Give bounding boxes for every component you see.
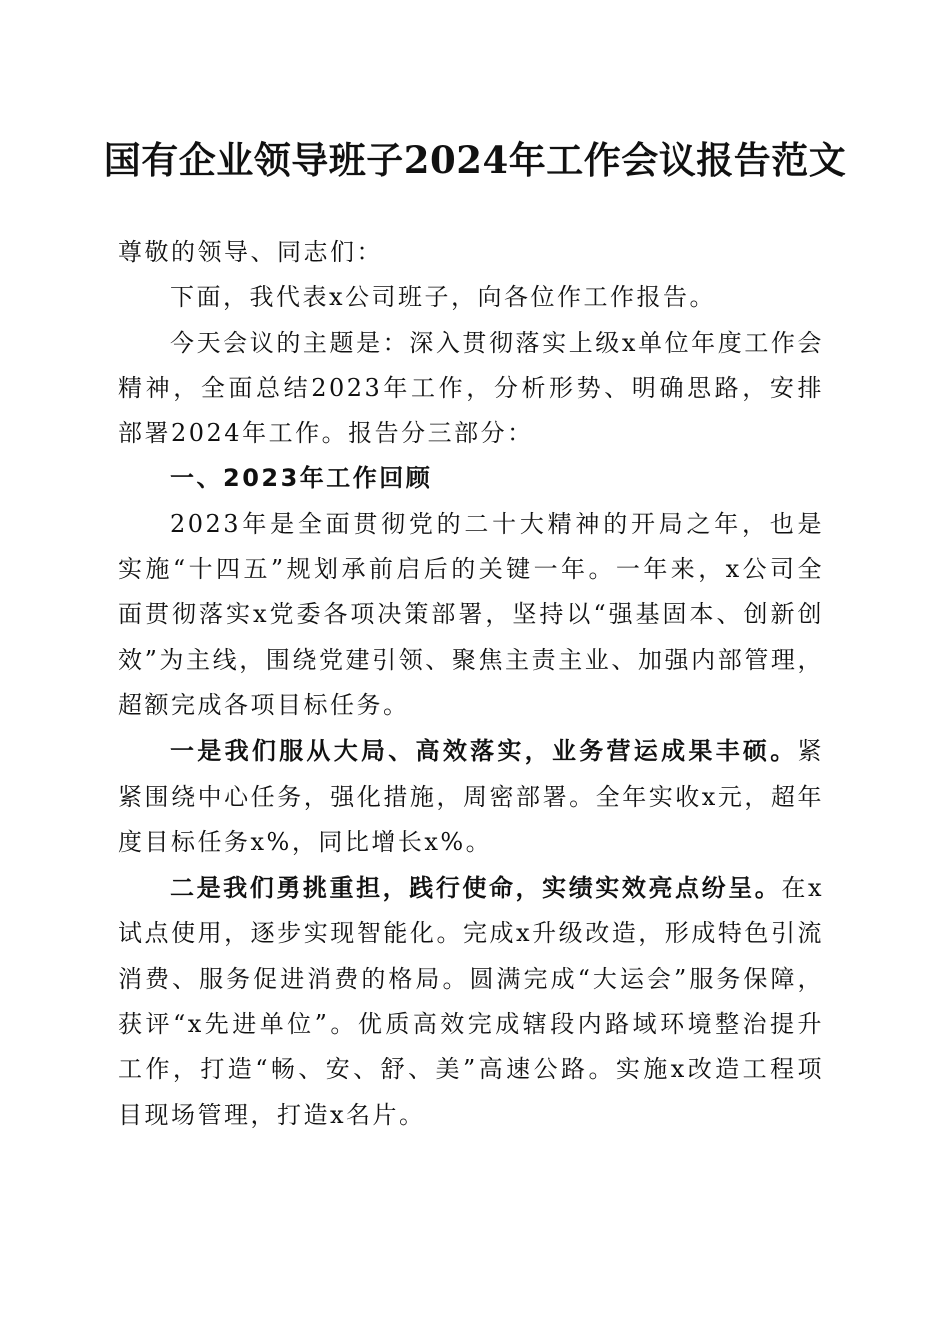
intro-paragraph: 下面，我代表x公司班子，向各位作工作报告。: [170, 283, 717, 312]
point-two-body: 在x试点使用，逐步实现智能化。完成x升级改造，形成特色引流消费、服务促进消费的格局。圆满完成“大运会”服务保障，获评“x先进单位”。优质高效完成辖段内路域环境整治提升工作，打造“畅、安、舒、美”高速公路。实施x改造工程项目现场管理，打造x名片。: [118, 874, 824, 1129]
section-heading: 一、2023年工作回顾: [170, 464, 433, 493]
salutation: 尊敬的领导、同志们：: [118, 238, 383, 266]
point-two-paragraph: [118, 865, 824, 1138]
document-title: 国有企业领导班子2024年工作会议报告范文: [103, 138, 847, 182]
document-body: [118, 230, 824, 1138]
point-two-lead: 二是我们勇挑重担，践行使命，实绩实效亮点纷呈。: [170, 873, 782, 903]
point-one-lead: 一是我们服从大局、高效落实，业务营运成果丰硕。: [170, 736, 798, 766]
point-one-paragraph: [118, 728, 824, 865]
point-one-body: 紧紧围绕中心任务，强化措施，周密部署。全年实收x元，超年度目标任务x%，同比增长x%。: [118, 737, 824, 856]
theme-paragraph: 今天会议的主题是：深入贯彻落实上级x单位年度工作会精神，全面总结2023年工作，分析形势、明确思路，安排部署2024年工作。报告分三部分：: [118, 328, 824, 448]
review-paragraph: 2023年是全面贯彻党的二十大精神的开局之年，也是实施“十四五”规划承前启后的关键一年。一年来，x公司全面贯彻落实x党委各项决策部署，坚持以“强基固本、创新创效”为主线，围绕党建引领、聚焦主责主业、加强内部管理，超额完成各项目标任务。: [118, 509, 824, 719]
